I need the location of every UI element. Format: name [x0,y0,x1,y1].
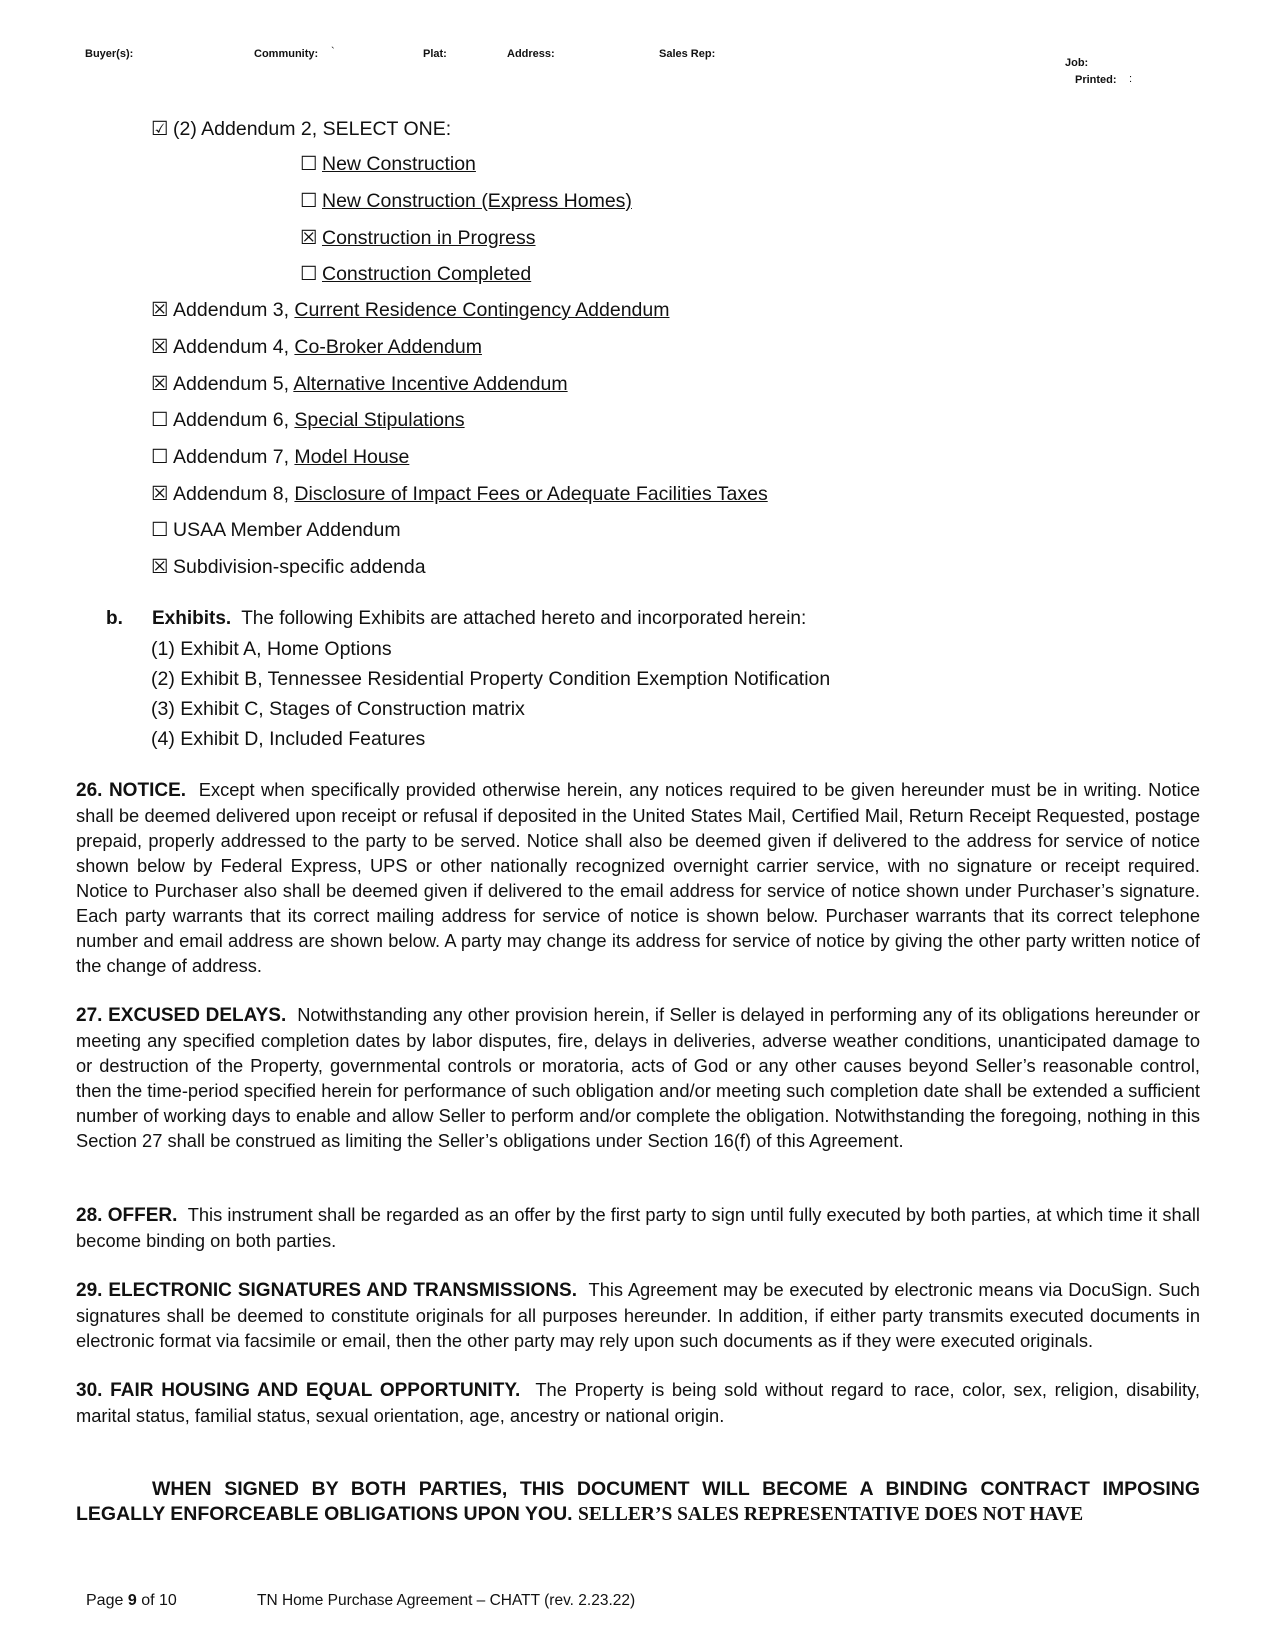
section-heading: 26. NOTICE. [76,780,187,801]
usaa-addendum-line [151,518,401,542]
job-label: Job: [1065,57,1089,69]
page-current: 9 [127,1592,137,1609]
section-28-offer [76,1202,1200,1253]
checkbox-crossed-icon: ☒ [300,227,318,249]
checkbox-crossed-icon: ☒ [151,556,169,578]
checkbox-crossed-icon: ☒ [151,299,169,321]
addendum-3-line [151,298,669,322]
addendum-5-line [151,372,568,396]
addendum-2-text: (2) Addendum 2, SELECT ONE: [173,118,452,140]
exhibit-item: (1) Exhibit A, Home Options [151,638,392,660]
warning-line-1: WHEN SIGNED BY BOTH PARTIES, THIS DOCUMENT WILL BECOME A BINDING CONTRACT IMPOSING [152,1478,1200,1500]
checkbox-crossed-icon: ☒ [151,483,169,505]
warning-line-2b: SELLER’S SALES REPRESENTATIVE DOES NOT HAVE [578,1504,1084,1525]
checkbox-crossed-icon: ☒ [151,336,169,358]
exhibit-item: (3) Exhibit C, Stages of Construction matrix [151,698,525,720]
section-heading: 29. ELECTRONIC SIGNATURES AND TRANSMISSIONS. [76,1280,577,1301]
section-heading: 28. OFFER. [76,1205,178,1226]
addendum-title: Alternative Incentive Addendum [293,373,568,395]
addendum-prefix: Addendum 5, [173,373,294,395]
section-body: The Property is being sold without regard to race, color, sex, religion, disability, marital status, familial status, sexual orientation, age, ancestry or national origin. [76,1379,1200,1426]
section-26-notice [76,777,1200,978]
option-label: Construction in Progress [322,227,536,249]
addendum-prefix: Addendum 8, [173,483,295,505]
buyers-label: Buyer(s): [85,48,134,60]
option-label: Construction Completed [322,263,532,285]
addendum-4-line [151,335,482,359]
exhibit-item: (4) Exhibit D, Included Features [151,728,426,750]
checkbox-empty-icon: ☐ [300,263,318,285]
section-body: This instrument shall be regarded as an offer by the first party to sign until fully executed by both parties, at which time it shall become binding on both parties. [76,1204,1200,1251]
addendum-prefix: Addendum 4, [173,336,295,358]
printed-label: Printed: [1075,74,1117,86]
sales-rep-label: Sales Rep: [659,48,716,60]
addendum-title: Disclosure of Impact Fees or Adequate Facilities Taxes [294,483,768,505]
option-construction-completed [300,262,531,286]
community-label: Community: [254,48,319,60]
section-heading: 27. EXCUSED DELAYS. [76,1005,287,1026]
section-body: Notwithstanding any other provision herein, if Seller is delayed in performing any of its obligations hereunder or meeting any specified completion dates by labor disputes, fire, delays in deliveries, adverse weather conditions, unanticipated damage to or destruction of the Property, governmental controls or moratoria, acts of God or any other causes beyond Seller’s reasonable control, then the time-period specified herein for performance of such obligation and/or meeting such completion date shall be extended a sufficient number of working days to enable and allow Seller to perform and/or complete the obligation. Notwithstanding the foregoing, nothing in this Section 27 shall be construed as limiting the Seller’s obligations under Section 16(f) of this Agreement. [76,1004,1201,1151]
section-30-fair-housing [76,1377,1200,1428]
addendum-6-line [151,408,465,432]
checkbox-empty-icon: ☐ [300,190,318,212]
exhibits-heading: Exhibits. [152,608,232,629]
plat-label: Plat: [423,48,447,60]
addendum-title: Model House [294,446,410,468]
option-construction-in-progress [300,226,536,250]
checkbox-crossed-icon: ☒ [151,373,169,395]
section-27-excused-delays [76,1002,1200,1153]
option-label: New Construction [322,153,476,175]
addendum-title: Current Residence Contingency Addendum [294,299,670,321]
section-body: This Agreement may be executed by electronic means via DocuSign. Such signatures shall be deemed to constitute originals for all purposes hereunder. In addition, if either party transmits executed documents in electronic format via facsimile or email, then the other party may rely upon such documents as if they were executed originals. [76,1279,1200,1351]
printed-mark: : [1129,73,1133,85]
addendum-prefix: Subdivision-specific addenda [173,556,426,578]
section-29-electronic-signatures [76,1277,1200,1353]
exhibits-intro: The following Exhibits are attached hereto and incorporated herein: [241,608,807,629]
addendum-8-line [151,482,768,506]
addendum-2-line [151,117,451,141]
addendum-title: Co-Broker Addendum [294,336,482,358]
community-mark: ` [331,46,335,58]
exhibits-heading-line [106,607,806,631]
document-title: TN Home Purchase Agreement – CHATT (rev. 2.23.22) [257,1592,636,1609]
checkbox-checked-icon: ☑ [151,118,169,140]
warning-line-2a: LEGALLY ENFORCEABLE OBLIGATIONS UPON YOU. [76,1503,573,1525]
option-label: New Construction (Express Homes) [322,190,632,212]
subdivision-addenda-line [151,555,426,579]
page-total: of 10 [141,1592,177,1609]
page-number [86,1592,177,1610]
option-new-construction-express [300,189,632,213]
section-heading: 30. FAIR HOUSING AND EQUAL OPPORTUNITY. [76,1380,521,1401]
checkbox-empty-icon: ☐ [151,409,169,431]
exhibit-item: (2) Exhibit B, Tennessee Residential Property Condition Exemption Notification [151,668,831,690]
exhibits-marker: b. [106,608,123,629]
section-body: Except when specifically provided otherwise herein, any notices required to be given hereunder must be in writing. Notice shall be deemed delivered upon receipt or refusal if deposited in the United States Mail, Certified Mail, Return Receipt Requested, postage prepaid, properly addressed to the party to be served. Notice shall also be deemed given if delivered to the address for service of notice shown below by Federal Express, UPS or other nationally recognized overnight carrier service, with no signature or receipt required. Notice to Purchaser also shall be deemed given if delivered to the email address for service of notice shown under Purchaser’s signature. Each party warrants that its correct mailing address for service of notice is shown below. Purchaser warrants that its correct telephone number and email address are shown below. A party may change its address for service of notice by giving the other party written notice of the change of address. [76,779,1201,976]
page-word: Page [86,1592,124,1609]
checkbox-empty-icon: ☐ [151,519,169,541]
addendum-prefix: USAA Member Addendum [173,519,401,541]
checkbox-empty-icon: ☐ [151,446,169,468]
addendum-prefix: Addendum 7, [173,446,295,468]
addendum-prefix: Addendum 3, [173,299,295,321]
addendum-7-line [151,445,409,469]
option-new-construction [300,152,476,176]
checkbox-empty-icon: ☐ [300,153,318,175]
addendum-title: Special Stipulations [294,409,465,431]
addendum-prefix: Addendum 6, [173,409,295,431]
address-label: Address: [507,48,555,60]
binding-contract-warning [76,1477,1200,1527]
